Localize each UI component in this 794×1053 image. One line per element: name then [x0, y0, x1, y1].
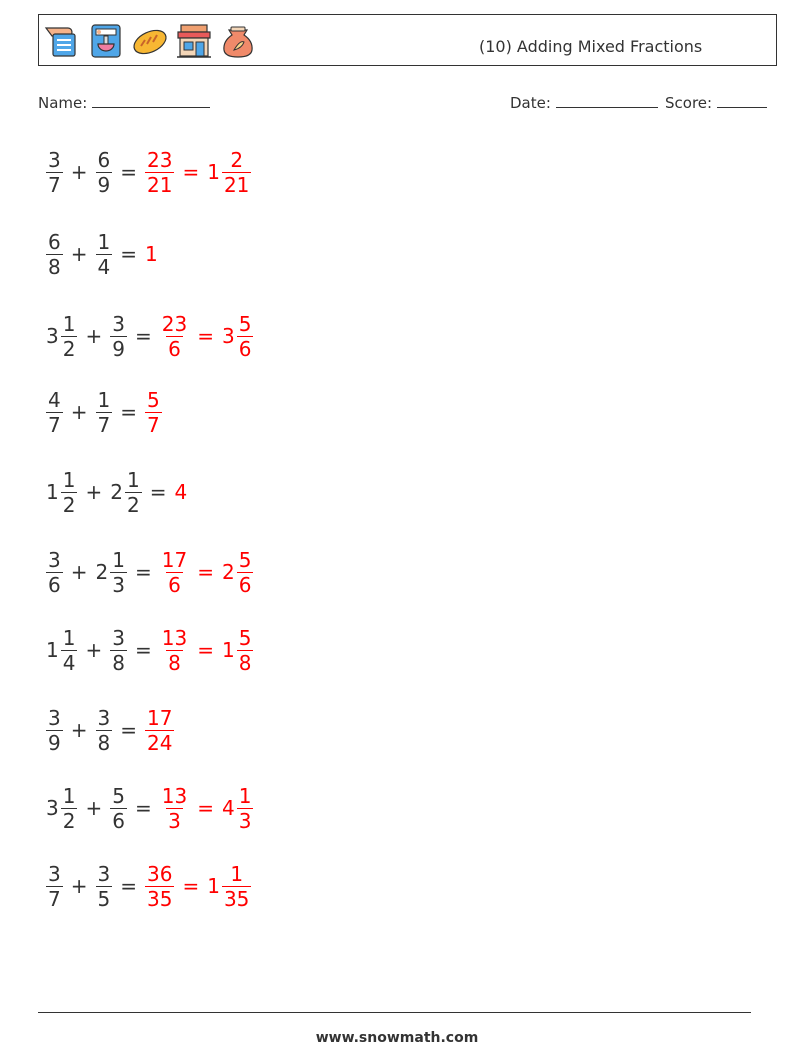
whole-part: 2 [221, 560, 235, 584]
mixed-number [143, 148, 176, 197]
denominator: 2 [62, 808, 76, 833]
denominator: 3 [168, 808, 181, 833]
whole-part: 2 [95, 560, 109, 584]
denominator: 7 [48, 412, 61, 437]
mixed-number [220, 548, 255, 597]
numerator: 3 [97, 861, 111, 886]
fraction [237, 784, 254, 833]
whole-part: 1 [207, 160, 220, 184]
header-icons [43, 22, 257, 60]
plus-sign: + [85, 480, 103, 504]
mixed-number [143, 706, 176, 755]
denominator: 5 [97, 886, 111, 911]
problem-row [44, 620, 255, 680]
numerator: 36 [147, 861, 173, 886]
numerator: 6 [97, 147, 111, 172]
answer [158, 548, 256, 597]
denominator: 9 [48, 730, 61, 755]
answer [143, 388, 164, 437]
mixer-icon [87, 22, 125, 60]
denominator: 21 [147, 172, 173, 197]
denominator: 6 [168, 336, 181, 361]
denominator: 21 [223, 172, 250, 197]
denominator: 2 [62, 492, 76, 517]
fraction [110, 626, 127, 675]
numerator: 13 [161, 625, 188, 650]
fraction [160, 312, 189, 361]
equals-sign: = [134, 638, 152, 662]
mixed-number [44, 862, 65, 911]
mixed-number [94, 706, 115, 755]
whole-part: 4 [174, 480, 188, 504]
fraction [110, 312, 127, 361]
plus-sign: + [70, 160, 88, 184]
numerator: 5 [238, 311, 252, 336]
fraction [46, 230, 63, 279]
numerator: 3 [112, 625, 125, 650]
mixed-number [44, 626, 79, 675]
footer-divider [38, 1012, 751, 1013]
equals-sign: = [120, 160, 137, 184]
fraction [145, 388, 162, 437]
numerator: 1 [62, 311, 76, 336]
fraction [160, 626, 189, 675]
plus-sign: + [70, 400, 88, 424]
plus-sign: + [85, 324, 103, 348]
mixed-number [94, 388, 115, 437]
mixed-number [205, 862, 253, 911]
numerator: 1 [112, 547, 125, 572]
mixed-number [94, 148, 115, 197]
denominator: 35 [223, 886, 250, 911]
fraction [145, 706, 174, 755]
answer [172, 480, 187, 504]
mixed-number [44, 468, 79, 517]
numerator: 1 [238, 783, 252, 808]
name-blank[interactable] [92, 93, 210, 108]
problem-row [44, 306, 255, 366]
denominator: 7 [48, 172, 61, 197]
fraction [125, 468, 142, 517]
whole-part: 1 [46, 638, 59, 662]
answer [143, 706, 176, 755]
denominator: 6 [238, 572, 252, 597]
shop-icon [175, 22, 213, 60]
whole-part: 1 [207, 874, 220, 898]
whole-part: 3 [46, 324, 59, 348]
fraction [46, 148, 63, 197]
whole-part: 1 [145, 242, 158, 266]
mixed-number [108, 784, 129, 833]
whole-part: 1 [221, 638, 235, 662]
worksheet-title: (10) Adding Mixed Fractions [479, 37, 703, 56]
fraction [46, 862, 63, 911]
equals-sign: = [197, 560, 214, 584]
denominator: 4 [62, 650, 76, 675]
mixed-number [158, 626, 191, 675]
equals-sign: = [134, 796, 152, 820]
problem-row [44, 542, 255, 602]
denominator: 35 [147, 886, 173, 911]
numerator: 23 [161, 311, 188, 336]
denominator: 6 [48, 572, 61, 597]
fraction [145, 148, 174, 197]
equals-sign: = [197, 796, 214, 820]
mixed-number [220, 784, 255, 833]
problem-row [44, 778, 255, 838]
fraction [110, 548, 127, 597]
fraction [222, 862, 251, 911]
fraction [160, 548, 189, 597]
bread-icon [131, 22, 169, 60]
numerator: 1 [62, 625, 76, 650]
numerator: 3 [48, 861, 61, 886]
problem-row [44, 142, 253, 202]
mixed-number [108, 312, 129, 361]
whole-part: 1 [46, 480, 59, 504]
whole-part: 3 [46, 796, 59, 820]
fraction [237, 626, 254, 675]
plus-sign: + [70, 718, 88, 742]
plus-sign: + [70, 560, 88, 584]
denominator: 8 [97, 730, 111, 755]
mixed-number [44, 148, 65, 197]
denominator: 9 [112, 336, 125, 361]
mixed-number [94, 548, 129, 597]
mixed-number [143, 388, 164, 437]
equals-sign: = [134, 560, 152, 584]
numerator: 17 [147, 705, 173, 730]
mixed-number [44, 706, 65, 755]
answer [143, 148, 253, 197]
mixed-number [172, 480, 187, 504]
fraction [237, 548, 254, 597]
name-label: Name: [38, 94, 88, 112]
fraction [61, 626, 78, 675]
mixed-number [205, 148, 253, 197]
denominator: 4 [97, 254, 111, 279]
equals-sign: = [120, 242, 137, 266]
equals-sign: = [120, 400, 137, 424]
mixed-number [44, 784, 79, 833]
mixed-number [220, 626, 255, 675]
mixed-number [44, 230, 65, 279]
denominator: 6 [168, 572, 181, 597]
denominator: 2 [62, 336, 76, 361]
denominator: 3 [238, 808, 252, 833]
denominator: 7 [97, 412, 111, 437]
mixed-number [94, 230, 115, 279]
mixed-number [44, 548, 65, 597]
fraction [61, 312, 78, 361]
numerator: 13 [161, 783, 188, 808]
fraction [96, 862, 113, 911]
fraction [46, 706, 63, 755]
fraction [160, 784, 189, 833]
equals-sign: = [197, 638, 214, 662]
date-blank[interactable] [556, 93, 658, 108]
equals-sign: = [134, 324, 152, 348]
numerator: 1 [62, 783, 76, 808]
fraction [222, 148, 251, 197]
score-field[interactable] [665, 93, 767, 112]
denominator: 7 [48, 886, 61, 911]
numerator: 3 [48, 705, 61, 730]
numerator: 1 [126, 467, 140, 492]
score-blank[interactable] [717, 93, 767, 108]
numerator: 3 [112, 311, 125, 336]
equals-sign: = [197, 324, 214, 348]
numerator: 1 [97, 387, 111, 412]
answer [158, 626, 256, 675]
name-field[interactable] [38, 93, 210, 112]
plus-sign: + [85, 638, 103, 662]
denominator: 6 [112, 808, 125, 833]
numerator: 1 [230, 861, 244, 886]
denominator: 8 [238, 650, 252, 675]
mixed-number [220, 312, 255, 361]
denominator: 24 [147, 730, 173, 755]
numerator: 17 [161, 547, 188, 572]
plus-sign: + [85, 796, 103, 820]
numerator: 4 [48, 387, 61, 412]
numerator: 5 [238, 625, 252, 650]
numerator: 1 [62, 467, 76, 492]
plus-sign: + [70, 242, 88, 266]
fraction [96, 706, 113, 755]
plus-sign: + [70, 874, 88, 898]
numerator: 3 [48, 547, 61, 572]
denominator: 7 [147, 412, 160, 437]
denominator: 2 [126, 492, 140, 517]
numerator: 23 [147, 147, 173, 172]
equals-sign: = [182, 160, 200, 184]
date-label: Date: [510, 94, 551, 112]
score-label: Score: [665, 94, 713, 112]
whole-part: 3 [221, 324, 235, 348]
problem-row [44, 700, 176, 760]
fraction [96, 148, 113, 197]
fraction [237, 312, 254, 361]
denominator: 9 [97, 172, 111, 197]
whole-part: 2 [110, 480, 123, 504]
numerator: 5 [147, 387, 160, 412]
whole-part: 4 [221, 796, 235, 820]
footer-url: www.snowmath.com [315, 1030, 479, 1046]
mixed-number [44, 388, 65, 437]
mixed-number [158, 784, 191, 833]
fraction [46, 548, 63, 597]
numerator: 1 [97, 229, 111, 254]
fraction [61, 468, 78, 517]
flour-sack-icon [219, 22, 257, 60]
problem-row [44, 856, 253, 916]
numerator: 2 [230, 147, 244, 172]
mixed-number [108, 468, 143, 517]
worksheet-header [38, 14, 777, 66]
numerator: 6 [48, 229, 61, 254]
answer [143, 242, 158, 266]
mixed-number [108, 626, 129, 675]
answer [143, 862, 253, 911]
mixed-number [44, 312, 79, 361]
date-field[interactable] [510, 93, 658, 112]
problem-row [44, 382, 164, 442]
mixed-number [143, 862, 176, 911]
numerator: 3 [48, 147, 61, 172]
answer [158, 312, 256, 361]
denominator: 8 [168, 650, 181, 675]
numerator: 3 [97, 705, 111, 730]
problem-row [44, 224, 158, 284]
fraction [96, 230, 113, 279]
mixed-number [94, 862, 115, 911]
numerator: 5 [112, 783, 125, 808]
fraction [61, 784, 78, 833]
fraction [110, 784, 127, 833]
equals-sign: = [149, 480, 167, 504]
equals-sign: = [120, 718, 137, 742]
fraction [145, 862, 174, 911]
problem-row [44, 462, 187, 522]
denominator: 8 [48, 254, 61, 279]
fraction [46, 388, 63, 437]
mixed-number [158, 312, 191, 361]
answer [158, 784, 256, 833]
fraction [96, 388, 113, 437]
denominator: 6 [238, 336, 252, 361]
clipboard-icon [43, 22, 81, 60]
mixed-number [143, 242, 158, 266]
denominator: 8 [112, 650, 125, 675]
equals-sign: = [182, 874, 200, 898]
numerator: 5 [238, 547, 252, 572]
equals-sign: = [120, 874, 137, 898]
mixed-number [158, 548, 191, 597]
denominator: 3 [112, 572, 125, 597]
